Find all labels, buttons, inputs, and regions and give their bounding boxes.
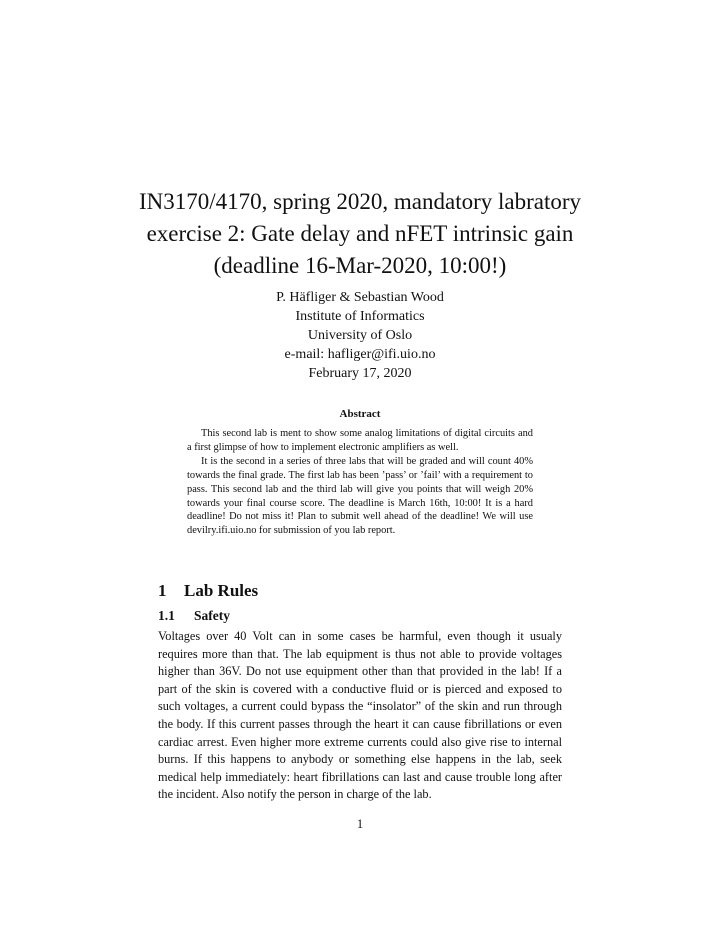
paper-title-line-2: exercise 2: Gate delay and nFET intrinsic gain [146,221,574,246]
abstract-paragraph-2: It is the second in a series of three labs that will be graded and will count 40% towards the final grade. The first lab has been ’pass’ or ’fail’ with a requirement to pass. This second lab and the third lab will give you points that will weigh 20% towards your final course score. The deadline is March 16th, 10:00! It is a hard deadline! Do not miss it! Plan to submit well ahead of the deadline! We will use devilry.ifi.uio.no for submission of you lab report. [187,455,533,537]
paper-date: February 17, 2020 [308,366,412,381]
subsection-title: Safety [194,608,230,623]
section-number: 1 [158,581,167,600]
body-paragraph: Voltages over 40 Volt can in some cases be harmful, even though it usualy requires more than that. The lab equipment is thus not able to provide voltages higher than 36V. Do not use equipment other than that provided in the lab! If a part of the skin is covered with a conductive fluid or is pierced and exposed to such voltages, a current could bypass the “insolator” of the skin and run through the body. If this current passes through the heart it can cause fibrillations or even cardiac arrest. Even higher more extreme currents could also give rise to internal burns. If this happens to anybody or something else happens in the lab, seek medical help immediately: heart fibrillations can last and cause trouble long after the incident. Also notify the person in charge of the lab. [158,629,562,802]
author-names: P. Häfliger & Sebastian Wood [276,290,444,305]
subsection-number: 1.1 [158,608,175,623]
author-email: e-mail: hafliger@ifi.uio.no [284,347,436,362]
section-title: Lab Rules [184,581,259,600]
author-institute: Institute of Informatics [295,309,425,324]
paper-title-line-3: (deadline 16-Mar-2020, 10:00!) [213,253,507,278]
section-body [158,628,562,804]
paper-title-line-1: IN3170/4170, spring 2020, mandatory labratory [138,189,582,214]
author-university: University of Oslo [307,328,413,343]
abstract-body [187,427,533,538]
page-number: 1 [356,817,364,831]
subsection-heading [158,607,230,625]
author-block [160,288,560,364]
section-heading [158,580,258,602]
paper-title [120,186,600,282]
abstract-heading: Abstract [339,408,381,420]
abstract-paragraph-1: This second lab is ment to show some analog limitations of digital circuits and a first glimpse of how to implement electronic amplifiers as well. [187,428,533,453]
